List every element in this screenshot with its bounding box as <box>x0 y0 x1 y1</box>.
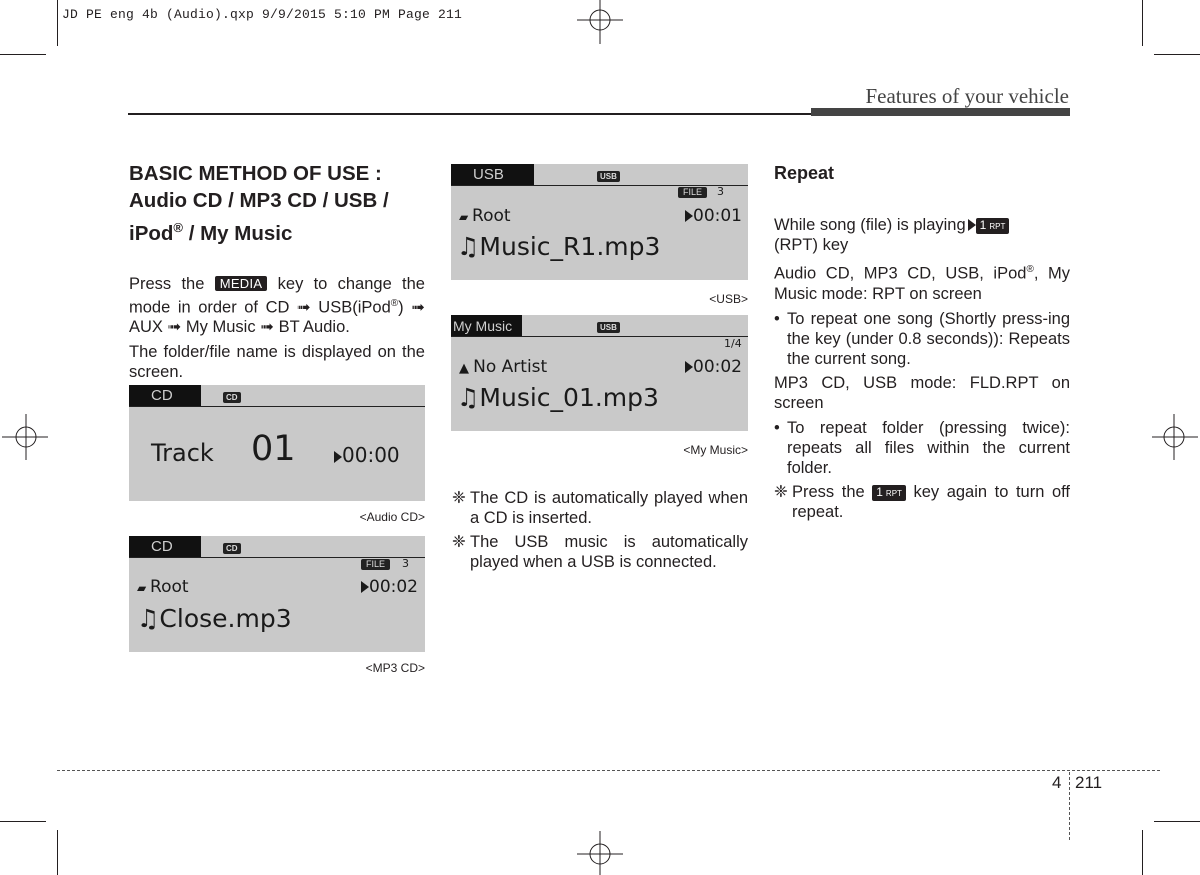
crop-mark <box>1142 830 1143 875</box>
media-key: MEDIA <box>215 276 268 291</box>
play-icon <box>685 361 693 373</box>
column-3 <box>774 162 1070 526</box>
track-label: Track <box>151 439 214 467</box>
track-counter: 1/4 <box>724 337 742 350</box>
cd-badge: CD <box>223 392 241 403</box>
media-key-paragraph: Press the MEDIA key to change the mode in order of CD ➟ USB(iPod®) ➟ AUX ➟ My Music ➟ BT Audio. <box>129 274 425 337</box>
play-icon <box>685 210 693 222</box>
bullet-repeat-song: • To repeat one song (Shortly press-ing the key (under 0.8 seconds)): Repeats the current song. <box>774 309 1070 368</box>
folder-name: ▰ Root <box>137 577 189 597</box>
note-cd-autoplay: ❈ The CD is automatically played when a CD is inserted. <box>452 489 748 527</box>
folder-icon: ▰ <box>137 581 151 595</box>
file-badge: FILE <box>678 187 707 198</box>
caption-my-music: <My Music> <box>683 443 748 457</box>
crop-mark <box>57 830 58 875</box>
person-icon: ▲ <box>459 361 474 376</box>
heading-line-2: Audio CD / MP3 CD / USB / <box>129 189 389 212</box>
folder-repeat-modes: MP3 CD, USB mode: FLD.RPT on screen <box>774 373 1070 412</box>
track-number: 01 <box>251 429 296 469</box>
screen-mode-label: USB <box>451 164 534 186</box>
file-name: ♫Music_R1.mp3 <box>457 232 661 261</box>
file-number: 3 <box>402 557 409 570</box>
section-title: Features of your vehicle <box>865 84 1069 108</box>
header-rule-bar <box>811 108 1070 116</box>
rpt-key: 1 RPT <box>872 485 906 501</box>
caption-usb: <USB> <box>709 292 748 306</box>
play-icon <box>968 219 976 231</box>
music-note-icon: ♫ <box>457 383 480 412</box>
file-name: ♫Close.mp3 <box>137 604 292 633</box>
file-number: 3 <box>717 185 724 198</box>
play-icon <box>334 451 342 463</box>
crop-mark <box>1142 0 1143 46</box>
play-time: 00:00 <box>332 443 400 467</box>
screen-mp3-cd <box>129 536 425 652</box>
crop-mark <box>57 0 58 46</box>
screen-my-music <box>451 315 748 431</box>
repeat-intro: While song (file) is playing 1 RPT (RPT) key <box>774 215 1070 255</box>
play-time: 00:02 <box>683 357 742 377</box>
note-turn-off-repeat: ❈ Press the 1 RPT key again to turn off repeat. <box>774 482 1070 521</box>
heading-line-1: BASIC METHOD OF USE : <box>129 162 382 185</box>
registration-mark-right <box>1152 412 1200 462</box>
registration-mark-bottom <box>575 829 625 875</box>
screen-mode-label: CD <box>129 385 201 407</box>
music-note-icon: ♫ <box>457 232 480 261</box>
page-heading <box>129 160 425 247</box>
column-2-notes <box>452 488 748 576</box>
play-time: 00:02 <box>359 577 418 597</box>
music-note-icon: ♫ <box>137 604 160 633</box>
bullet-repeat-folder: • To repeat folder (pressing twice): repeats all files within the current folder. <box>774 418 1070 477</box>
artist-name: ▲ No Artist <box>459 357 548 377</box>
screen-mode-label: CD <box>129 536 201 558</box>
note-marker: ❈ <box>452 533 466 551</box>
repeat-modes: Audio CD, MP3 CD, USB, iPod®, My Music mode: RPT on screen <box>774 264 1070 303</box>
crop-mark <box>1154 54 1200 55</box>
folder-name: ▰ Root <box>459 206 511 226</box>
file-badge: FILE <box>361 559 390 570</box>
heading-line-3: iPod® / My Music <box>129 220 293 245</box>
crop-mark <box>1154 821 1200 822</box>
usb-badge: USB <box>597 171 620 182</box>
file-name: ♫Music_01.mp3 <box>457 383 659 412</box>
header-rule <box>128 113 811 115</box>
play-time: 00:01 <box>683 206 742 226</box>
rpt-key: 1 RPT <box>976 218 1010 234</box>
column-1 <box>129 160 425 387</box>
screen-audio-cd <box>129 385 425 501</box>
note-marker: ❈ <box>774 482 788 501</box>
print-slug: JD PE eng 4b (Audio).qxp 9/9/2015 5:10 PM Page 211 <box>62 7 463 22</box>
footer-rule <box>57 770 1160 771</box>
usb-badge: USB <box>597 322 620 333</box>
crop-mark <box>0 821 46 822</box>
screen-mode-label: My Music <box>451 315 522 337</box>
registration-mark-left <box>0 412 48 462</box>
caption-audio-cd: <Audio CD> <box>359 510 425 524</box>
crop-mark <box>0 54 46 55</box>
note-marker: ❈ <box>452 489 466 507</box>
cd-badge: CD <box>223 543 241 554</box>
display-paragraph: The folder/file name is displayed on the screen. <box>129 343 425 382</box>
note-usb-autoplay: ❈ The USB music is automatically played when a USB is connected. <box>452 533 748 571</box>
play-icon <box>361 581 369 593</box>
chapter-number: 4 <box>1052 773 1062 792</box>
registration-mark-top <box>575 0 625 46</box>
repeat-heading: Repeat <box>774 163 835 183</box>
folder-icon: ▰ <box>459 210 473 224</box>
footer-divider <box>1069 772 1070 840</box>
page-number: 211 <box>1075 773 1103 792</box>
screen-usb <box>451 164 748 280</box>
caption-mp3-cd: <MP3 CD> <box>365 661 425 675</box>
